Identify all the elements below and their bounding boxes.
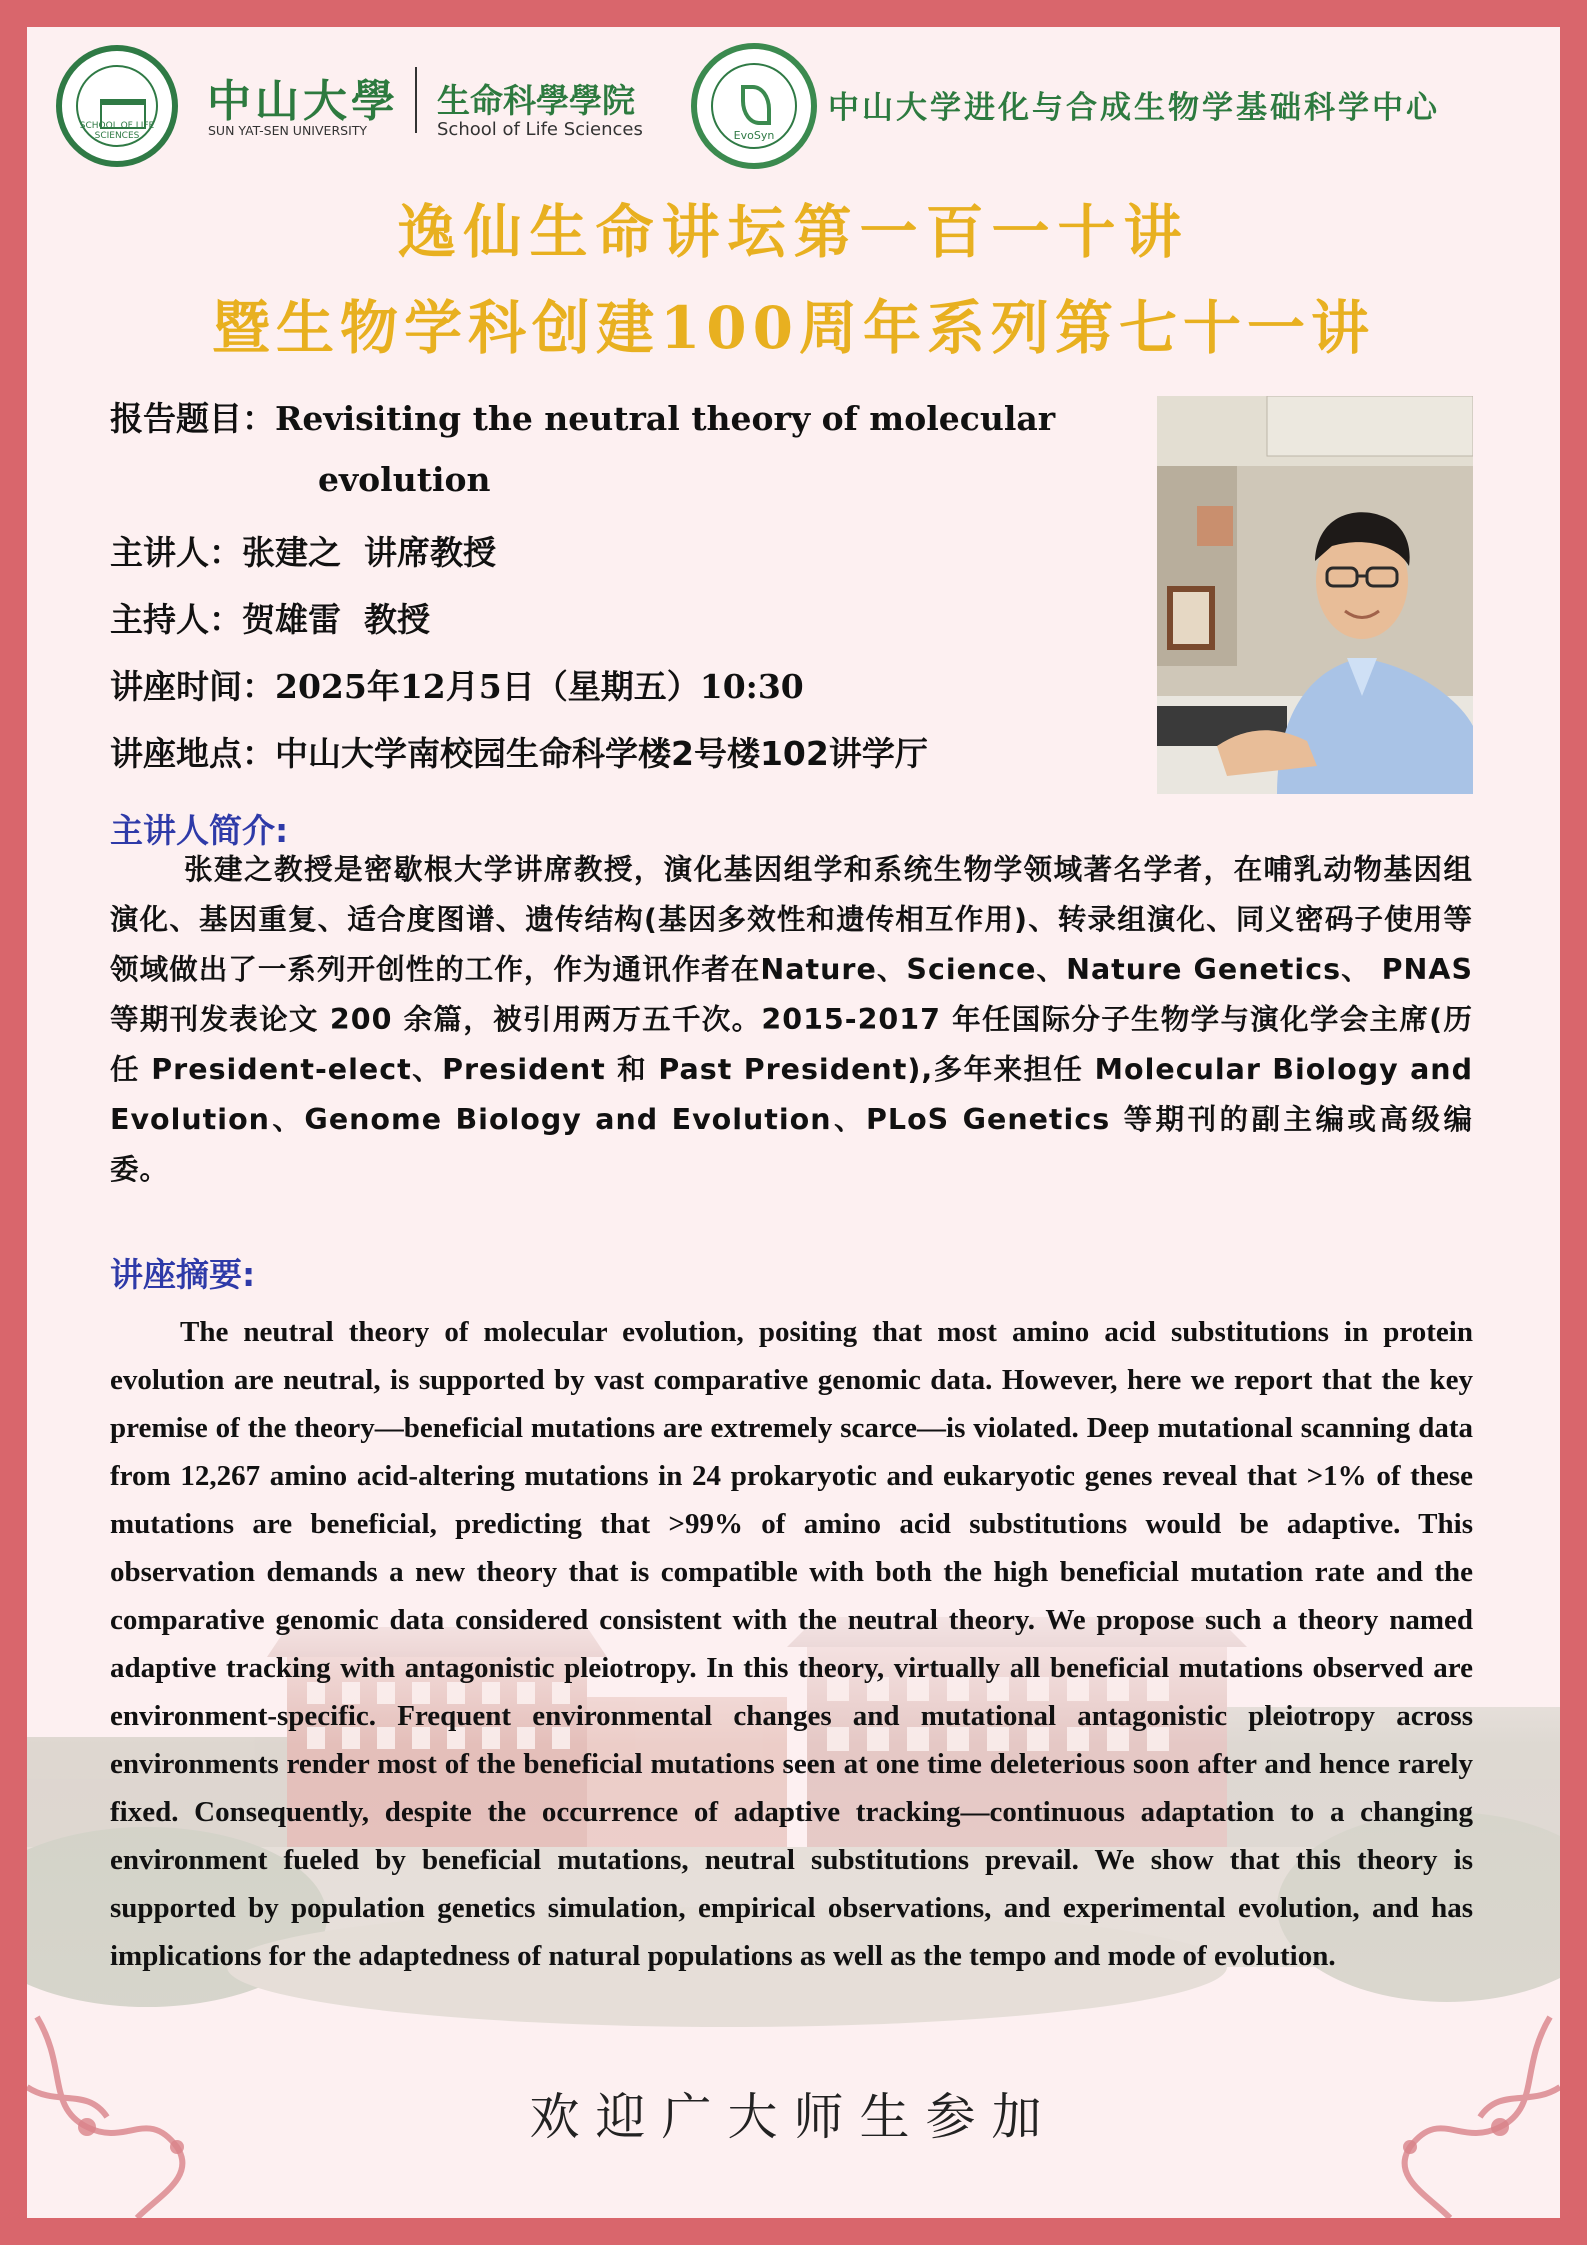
location-value: 中山大学南校园生命科学楼2号楼102讲学厅: [275, 734, 928, 773]
topic-label: 报告题目：: [110, 399, 275, 438]
speaker-photo: [1157, 396, 1473, 794]
school-name-cn: 生命科學學院: [437, 81, 635, 120]
host-value: 贺雄雷 教授: [242, 600, 430, 639]
time-row: [110, 661, 804, 708]
location-label: 讲座地点：: [110, 734, 275, 773]
school-name-en: School of Life Sciences: [437, 119, 643, 140]
speaker-label: 主讲人：: [110, 533, 242, 572]
bio-text: 张建之教授是密歇根大学讲席教授，演化基因组学和系统生物学领域著名学者，在哺乳动物基因组演化、基因重复、适合度图谱、遗传结构(基因多效性和遗传相互作用)、转录组演化、同义密码子使用等领域做出了一系列开创性的工作，作为通讯作者在Nature、Science、Nature Genetics、 PNAS等期刊发表论文 200 余篇，被引用两万五千次。2015-2017 年任国际分子生物学与演化学会主席(历任 President-elect、President 和 Past President),多年来担任 Molecular Biology and Evolution、Genome Biology and Evolution、PLoS Genetics 等期刊的副主编或高级编委。: [110, 853, 1473, 1186]
header-divider: [415, 67, 417, 133]
lecture-title-line2: 暨生物学科创建100周年系列第七十一讲: [211, 294, 1376, 362]
poster: [27, 27, 1560, 2218]
bio-heading: 主讲人简介:: [110, 811, 289, 850]
evosyn-logo-text: EvoSyn: [733, 129, 775, 142]
time-value: 2025年12月5日（星期五）10:30: [275, 667, 804, 706]
topic-value-line1: Revisiting the neutral theory of molecular: [275, 399, 1056, 438]
speaker-row: [110, 527, 496, 574]
host-row: [110, 594, 430, 641]
speaker-value: 张建之 讲席教授: [242, 533, 496, 572]
logo-ring-text: SCHOOL OF LIFE SCIENCES: [79, 121, 155, 141]
topic-value-line2: evolution: [318, 460, 491, 499]
time-label: 讲座时间：: [110, 667, 275, 706]
host-label: 主持人：: [110, 600, 242, 639]
center-name: 中山大学进化与合成生物学基础科学中心: [828, 90, 1440, 126]
evosyn-center-logo: [691, 43, 817, 169]
lecture-title-line1: 逸仙生命讲坛第一百一十讲: [397, 198, 1190, 266]
topic-row: [110, 393, 1055, 440]
abstract-heading: 讲座摘要:: [110, 1255, 256, 1294]
topic-row-continued: [318, 460, 491, 499]
university-name-cn: 中山大學: [207, 76, 399, 127]
abstract-text: The neutral theory of molecular evolution, positing that most amino acid substitutions in protein evolution are neutral, is supported by vast comparative genomic data. However, here we report that the key premise of the theory—beneficial mutations are extremely scarce—is violated. Deep mutational scanning data from 12,267 amino acid-altering mutations in 24 prokaryotic and eukaryotic genes reveal that >1% of these mutations are beneficial, predicting that >99% of amino acid substitutions would be adaptive. This observation demands a new theory that is compatible with both the high beneficial mutation rate and the comparative genomic data considered consistent with the neutral theory. We propose such a theory named adaptive tracking with antagonistic pleiotropy. In this theory, virtually all beneficial mutations observed are environment-specific. Frequent environmental changes and mutational antagonistic pleiotropy across environments render most of the beneficial mutations seen at one time deleterious soon after and hence rarely fixed. Consequently, despite the occurrence of adaptive tracking—continuous adaptation to a changing environment fueled by beneficial mutations, neutral substitutions prevail. We show that this theory is supported by population genetics simulation, empirical observations, and experimental evolution, and has implications for the adaptedness of natural populations as well as the tempo and mode of evolution.: [110, 1316, 1473, 1972]
location-row: [110, 728, 928, 775]
university-name-en: SUN YAT-SEN UNIVERSITY: [208, 123, 368, 138]
welcome-message: 欢迎广大师生参加: [529, 2088, 1058, 2146]
sysu-life-sciences-logo: [56, 45, 178, 167]
